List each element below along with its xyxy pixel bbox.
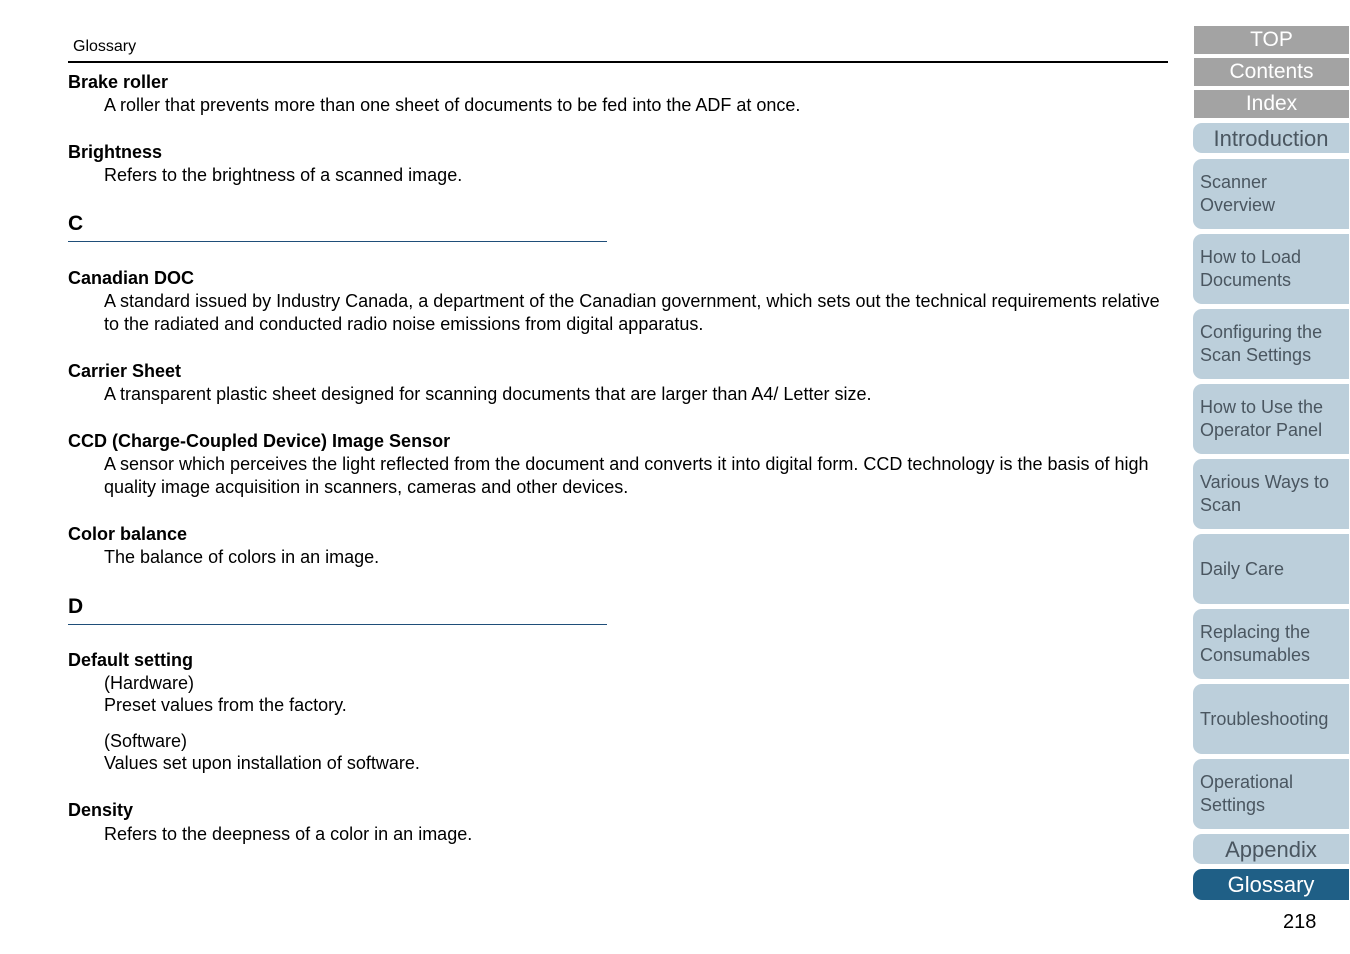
nav-tab-introduction[interactable]: Introduction: [1193, 123, 1349, 153]
definition-default-setting-software: Values set upon installation of software.: [104, 753, 420, 773]
nav-tab-appendix[interactable]: Appendix: [1193, 834, 1349, 864]
nav-tab-label: Configuring the Scan Settings: [1200, 322, 1323, 365]
nav-tab-operational-settings[interactable]: [1193, 759, 1349, 829]
definition-default-setting-hardware: Preset values from the factory.: [104, 695, 347, 715]
definition-brake-roller: A roller that prevents more than one sheet of documents to be fed into the ADF at once.: [104, 95, 801, 115]
default-setting-software-label: (Software): [104, 731, 188, 751]
term-default-setting: Default setting: [68, 650, 194, 670]
page-number: 218: [1283, 911, 1317, 933]
nav-tab-label: Replacing the Consumables: [1200, 622, 1311, 665]
term-carrier-sheet: Carrier Sheet: [68, 361, 182, 381]
nav-tab-scan-settings[interactable]: [1193, 309, 1349, 379]
letter-heading-c: C: [68, 212, 84, 235]
default-setting-hardware-label: (Hardware): [104, 673, 195, 693]
letter-divider-d: [68, 624, 607, 625]
term-brightness: Brightness: [68, 142, 163, 162]
nav-tab-scanner-overview[interactable]: [1193, 159, 1349, 229]
nav-tab-load-documents[interactable]: [1193, 234, 1349, 304]
term-color-balance: Color balance: [68, 524, 188, 544]
nav-tab-label: How to Use the Operator Panel: [1200, 397, 1324, 440]
definition-density: Refers to the deepness of a color in an image.: [104, 824, 473, 844]
letter-heading-d: D: [68, 595, 84, 618]
nav-top-button[interactable]: TOP: [1194, 26, 1349, 54]
nav-tab-ways-to-scan[interactable]: [1193, 459, 1349, 529]
header-divider: [68, 61, 1168, 63]
letter-divider-c: [68, 241, 607, 242]
nav-tab-label: Troubleshooting: [1200, 708, 1329, 729]
term-brake-roller: Brake roller: [68, 72, 169, 92]
nav-tab-label: Operational Settings: [1200, 772, 1294, 815]
nav-tab-label: How to Load Documents: [1200, 247, 1302, 290]
nav-tab-consumables[interactable]: [1193, 609, 1349, 679]
definition-carrier-sheet: A transparent plastic sheet designed for scanning documents that are larger than A4/ Letter size.: [104, 384, 872, 404]
nav-tab-operator-panel[interactable]: [1193, 384, 1349, 454]
definition-ccd-image-sensor: A sensor which perceives the light reflected from the document and converts it into digital form. CCD technology is the basis of high quality image acquisition in scanners, cameras and other devices.: [104, 454, 1149, 497]
nav-tab-label: Various Ways to Scan: [1200, 472, 1330, 515]
nav-index-button[interactable]: Index: [1194, 90, 1349, 118]
nav-tab-troubleshooting[interactable]: [1193, 684, 1349, 754]
nav-tab-daily-care[interactable]: [1193, 534, 1349, 604]
definition-brightness: Refers to the brightness of a scanned image.: [104, 165, 463, 185]
definition-canadian-doc: A standard issued by Industry Canada, a department of the Canadian government, which sets out the technical requirements relative to the radiated and conducted radio noise emissions from digital apparatus.: [104, 291, 1160, 334]
term-density: Density: [68, 800, 134, 820]
nav-contents-button[interactable]: Contents: [1194, 58, 1349, 86]
nav-tab-label: Scanner Overview: [1200, 172, 1276, 215]
term-canadian-doc: Canadian DOC: [68, 268, 195, 288]
nav-tab-label: Daily Care: [1200, 558, 1285, 579]
section-header: Glossary: [73, 38, 137, 55]
term-ccd-image-sensor: CCD (Charge-Coupled Device) Image Sensor: [68, 431, 451, 451]
nav-tab-glossary[interactable]: Glossary: [1193, 869, 1349, 900]
definition-color-balance: The balance of colors in an image.: [104, 547, 380, 567]
